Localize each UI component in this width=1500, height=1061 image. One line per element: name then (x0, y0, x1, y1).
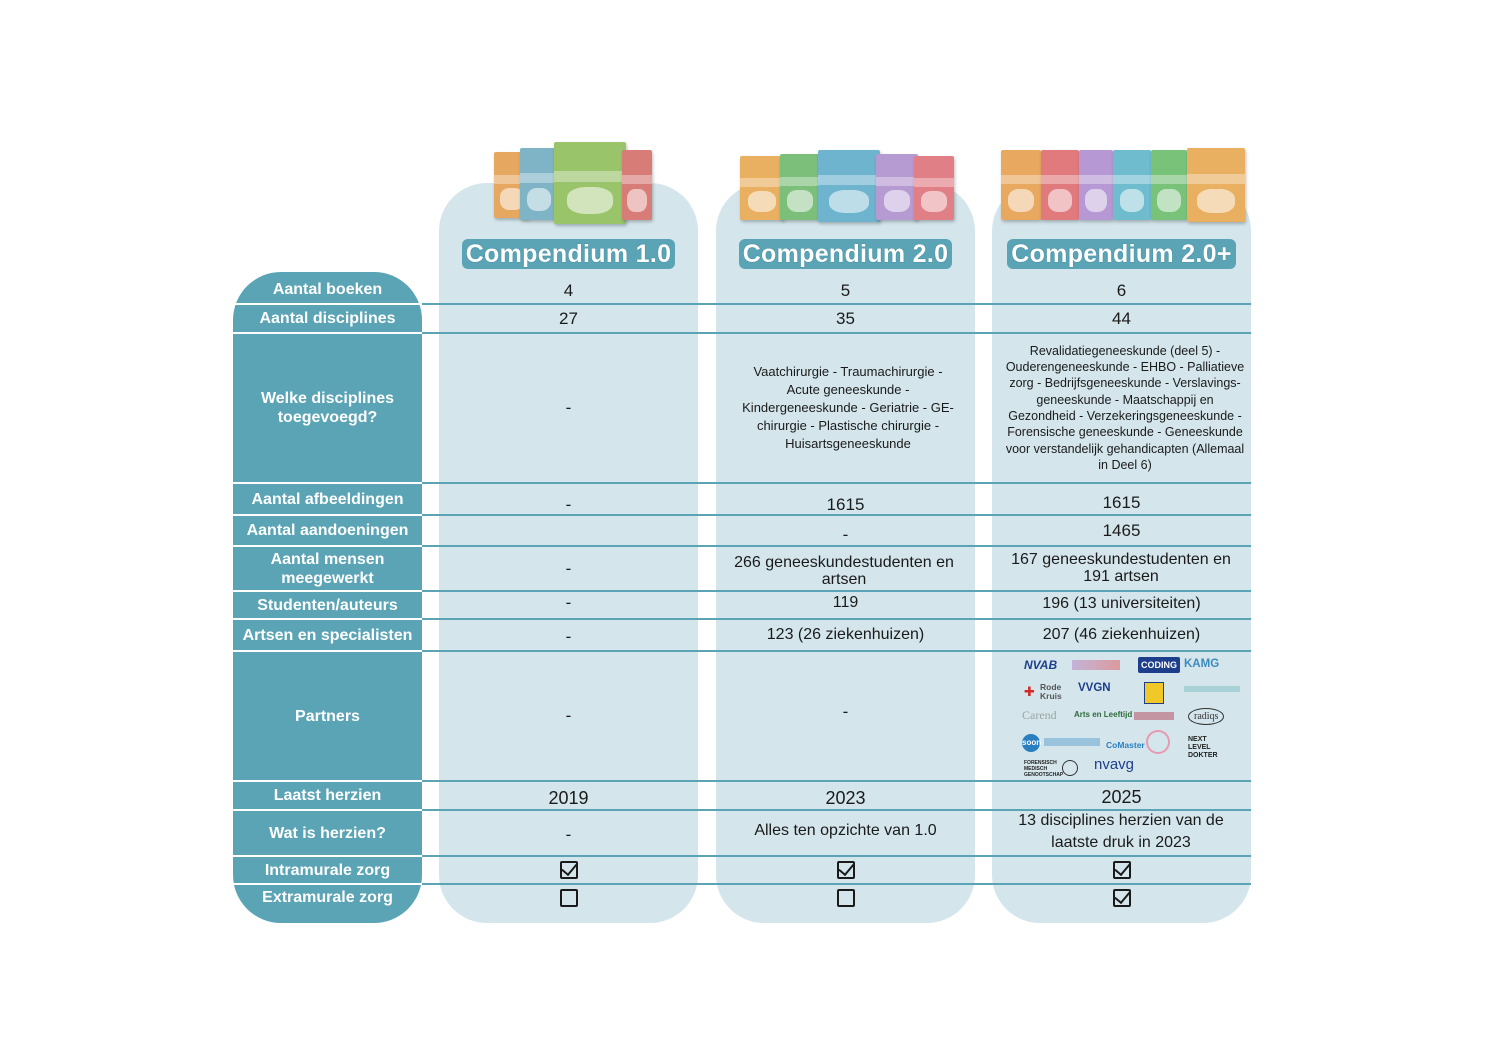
partner-logo-rode-kruis: Rode Kruis (1040, 682, 1062, 701)
partner-logos (1012, 654, 1248, 778)
cell-afbeeldingen-2: 1615 (826, 495, 865, 514)
book-stack-2-image (740, 150, 956, 222)
row-label-aantal-disciplines: Aantal disciplines (259, 310, 396, 327)
checkbox-checked-icon (560, 861, 578, 879)
cell-studenten-1: - (565, 593, 572, 612)
cell-studenten-2: 119 (832, 594, 859, 611)
partner-logo-radiqs: radiqs (1188, 708, 1224, 725)
seal-icon (1062, 760, 1078, 776)
partner-logo-coding: CODING (1138, 657, 1180, 673)
checkbox-empty-icon (837, 889, 855, 907)
cell-extramurale-1 (439, 885, 698, 911)
row-label-extramurale: Extramurale zorg (262, 888, 393, 906)
cell-disciplines-2: 35 (836, 308, 855, 328)
cell-mensen-3: 167 geneeskundestudenten en 191 artsen (1011, 550, 1231, 585)
row-label-partners: Partners (295, 707, 360, 725)
row-divider (422, 482, 1251, 484)
cell-mensen-1: - (565, 558, 572, 578)
cell-artsen-3: 207 (46 ziekenhuizen) (1042, 626, 1201, 643)
cell-welke-2: Vaatchirurgie - Traumachirurgie - Acute geneeskunde - Kindergeneeskunde - Geriatrie - GE-chirurgie - Plastische chirurgie - Huisartsgeneeskunde (742, 364, 954, 451)
cell-wat-herzien-2: Alles ten opzichte van 1.0 (754, 822, 937, 839)
row-label-welke-disciplines: Welke disciplines toegevoegd? (260, 390, 395, 426)
shield-icon (1144, 682, 1164, 704)
cell-intramurale-2 (716, 857, 975, 883)
cell-partners-1: - (565, 706, 572, 725)
column-title-2: Compendium 2.0 (716, 239, 975, 269)
checkbox-checked-icon (837, 861, 855, 879)
checkbox-empty-icon (560, 889, 578, 907)
book-stack-3-image (1001, 148, 1247, 222)
cell-afbeeldingen-3: 1615 (1102, 493, 1141, 512)
checkbox-checked-icon (1113, 861, 1131, 879)
caduceus-icon (1146, 730, 1170, 754)
partner-logo-kamg: KAMG (1184, 658, 1220, 670)
row-label-aantal-afbeeldingen: Aantal afbeeldingen (251, 490, 404, 508)
cell-partners-2: - (842, 702, 849, 721)
cell-aandoeningen-1 (439, 516, 698, 545)
cell-herzien-2: 2023 (825, 788, 866, 808)
cell-afbeeldingen-1: - (565, 495, 572, 514)
partner-logo-soon: soon (1022, 734, 1040, 752)
cell-boeken-2: 5 (840, 281, 851, 300)
cell-disciplines-1: 27 (559, 308, 578, 328)
cell-extramurale-3 (992, 885, 1251, 911)
book-stack-1-image (492, 142, 654, 224)
cell-disciplines-3: 44 (1112, 308, 1131, 328)
partner-logo-placeholder (1072, 660, 1120, 670)
partner-logo-vvgn: VVGN (1078, 682, 1111, 694)
cell-artsen-1: - (565, 627, 572, 646)
row-label-intramurale: Intramurale zorg (264, 861, 391, 879)
partner-logo-arts-leeftijd: Arts en Leeftijd (1074, 710, 1133, 719)
row-label-wat-herzien: Wat is herzien? (269, 824, 386, 842)
partner-logo-placeholder (1044, 738, 1100, 746)
checkbox-checked-icon (1113, 889, 1131, 907)
cell-welke-3: Revalidatiegeneeskunde (deel 5) - Ouderengeneeskunde - EHBO - Palliatieve zorg - Bedrijfsgeneeskunde - Verslavings-geneeskunde - Maatschappij en Gezondheid - Verzekeringsgeneeskunde - Forensische geneeskunde - Geneeskunde voor verstandelijk gehandicapten (Allemaal in Deel 6) (1005, 343, 1245, 472)
cell-herzien-3: 2025 (1101, 787, 1142, 807)
partner-logo-fmg: FORENSISCH MEDISCH GENOOTSCHAP (1024, 760, 1064, 778)
partner-logo-nvavg: nvavg (1094, 756, 1135, 773)
partner-logo-carend: Carend (1022, 708, 1057, 722)
cell-boeken-1: 4 (563, 281, 574, 300)
partner-logo-nvab: NVAB (1024, 658, 1058, 672)
cell-boeken-3: 6 (1116, 281, 1127, 300)
cell-wat-herzien-1: - (565, 825, 572, 844)
partner-logo-next-level-dokter: NEXT LEVEL DOKTER (1188, 736, 1218, 759)
cell-intramurale-1 (439, 857, 698, 883)
cell-welke-1: - (565, 398, 572, 417)
row-label-laatst-herzien: Laatst herzien (273, 787, 382, 804)
cell-artsen-2: 123 (26 ziekenhuizen) (766, 626, 925, 643)
cell-studenten-3: 196 (13 universiteiten) (1042, 595, 1201, 612)
cell-aandoeningen-2: - (842, 524, 849, 544)
partner-logo-placeholder (1134, 712, 1174, 720)
row-label-aantal-aandoeningen: Aantal aandoeningen (246, 522, 409, 539)
row-label-studenten-auteurs: Studenten/auteurs (257, 596, 398, 614)
cell-extramurale-2 (716, 885, 975, 911)
cell-wat-herzien-3: 13 disciplines herzien van de laatste druk in 2023 (1018, 812, 1224, 851)
row-label-artsen-specialisten: Artsen en specialisten (242, 626, 413, 644)
red-cross-icon: ✚ (1024, 684, 1035, 699)
cell-mensen-2: 266 geneeskundestudenten en artsen (734, 553, 954, 588)
row-label-aantal-boeken: Aantal boeken (272, 281, 383, 298)
cell-herzien-1: 2019 (548, 788, 589, 808)
partner-logo-placeholder (1184, 686, 1240, 692)
row-divider (422, 780, 1251, 782)
row-label-aantal-mensen: Aantal mensen meegewerkt (270, 550, 385, 587)
cell-intramurale-3 (992, 857, 1251, 883)
partner-logo-comaster: CoMaster (1106, 740, 1145, 750)
cell-aandoeningen-3: 1465 (1102, 520, 1141, 540)
column-title-3: Compendium 2.0+ (992, 239, 1251, 269)
column-title-1: Compendium 1.0 (439, 239, 698, 269)
